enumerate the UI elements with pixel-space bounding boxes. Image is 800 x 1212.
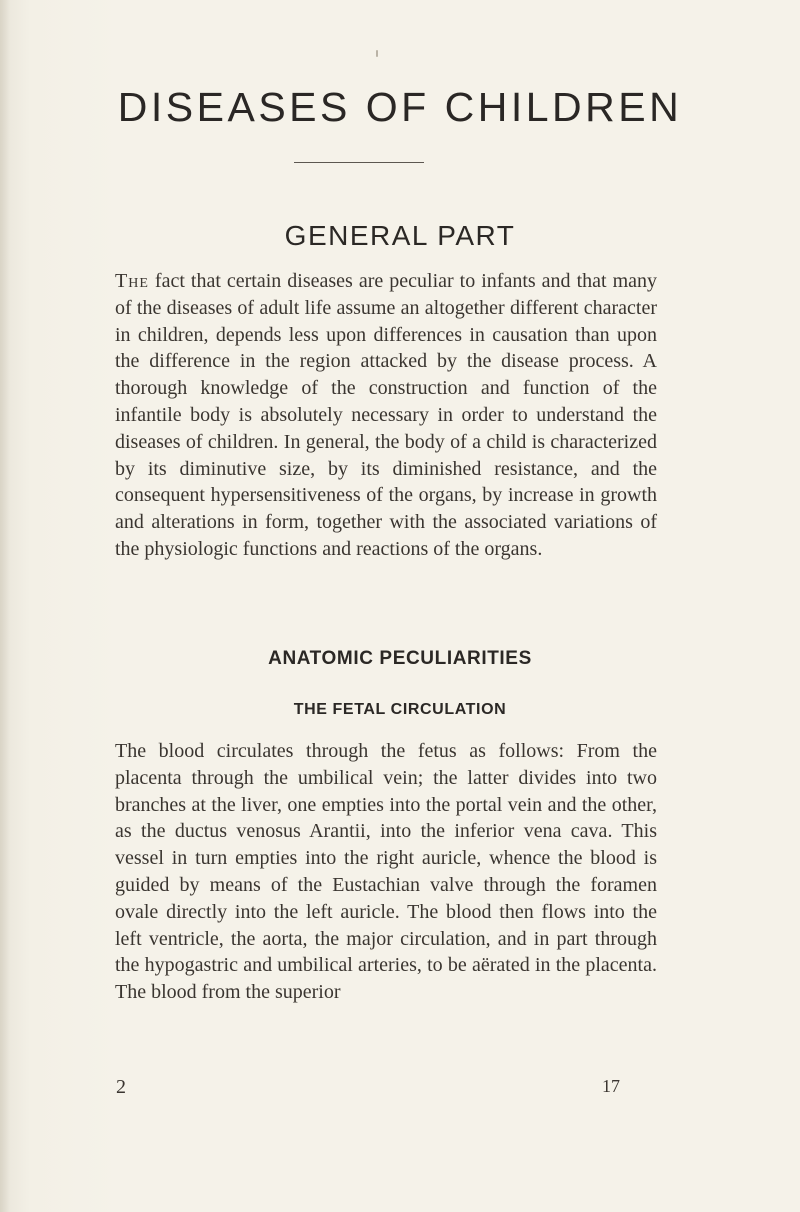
section-title: GENERAL PART (284, 220, 516, 251)
subsection-title: ANATOMIC PECULIARITIES (268, 648, 532, 669)
fetal-circulation-paragraph: The blood circulates through the fetus as follows: From the placenta through the umbilical vein; the latter divides into two branches at the liver, one empties into the portal vein and the other, as the ductus venosus Arantii, into the inferior vena cava. This vessel in turn empties into the right auricle, whence the blood is guided by means of the Eustachian valve through the foramen ovale directly into the left auricle. The blood then flows into the left ventricle, the aorta, the major circulation, and in part through the hypogastric and umbilical arteries, to be aërated in the placenta. The blood from the superior (115, 740, 657, 1004)
title-divider-rule (294, 162, 424, 163)
signature-mark: 2 (116, 1076, 126, 1098)
paper-speck (376, 50, 378, 57)
intro-lead-word: The (115, 270, 149, 292)
chapter-title: DISEASES OF CHILDREN (117, 84, 683, 130)
page-number: 17 (602, 1076, 620, 1096)
subsubsection-title: THE FETAL CIRCULATION (293, 701, 507, 718)
intro-paragraph (115, 268, 657, 563)
intro-paragraph-text: fact that certain diseases are peculiar to infants and that many of the diseases of adult life assume an altogether different character in children, depends less upon differences in causation than upon the difference in the region attacked by the disease process. A thorough knowledge of the construction and function of the infantile body is absolutely necessary in order to understand the diseases of children. In general, the body of a child is characterized by its diminutive size, by its diminished resistance, and the consequent hypersensitiveness of the organs, by increase in growth and alterations in form, together with the associated variations of the physiologic functions and reactions of the organs. (115, 270, 658, 560)
